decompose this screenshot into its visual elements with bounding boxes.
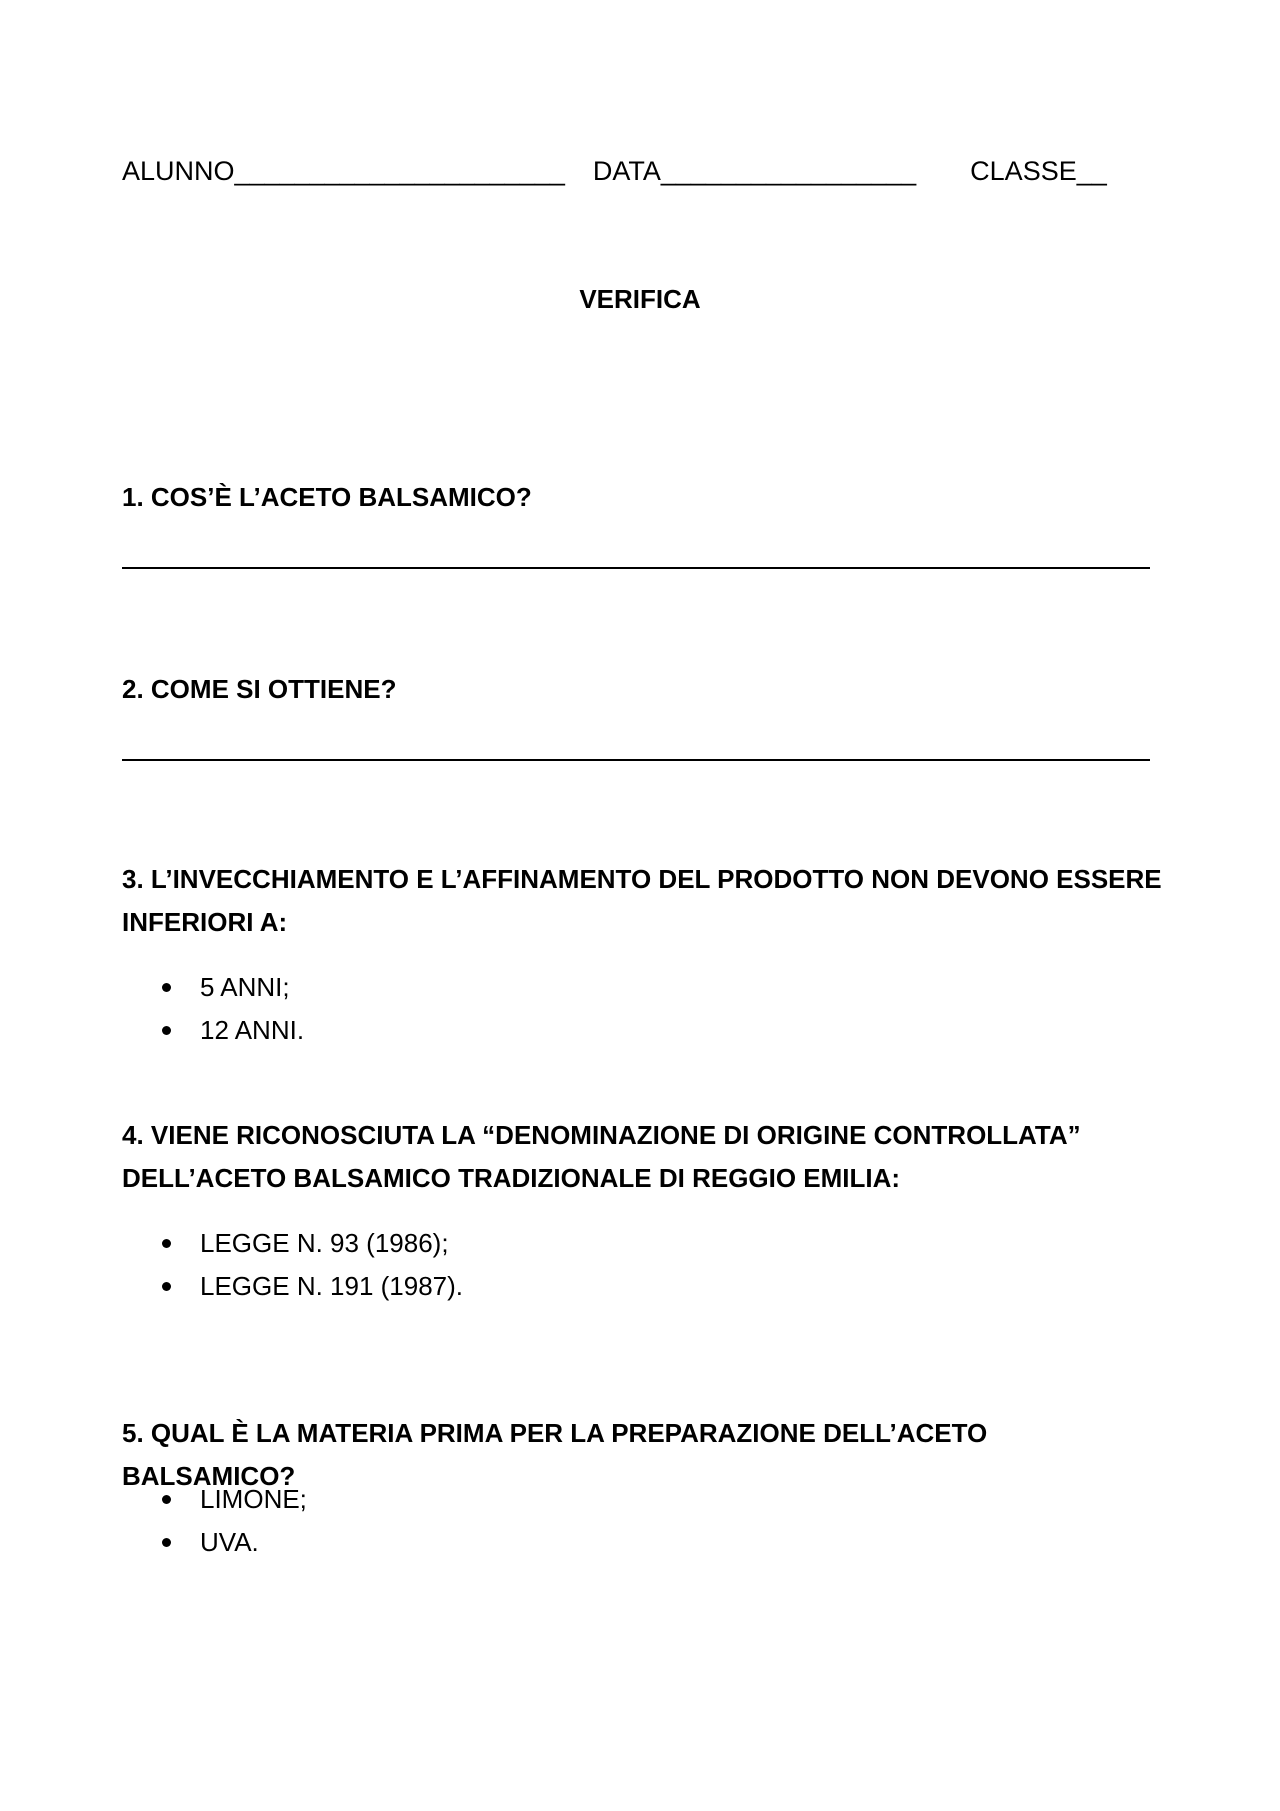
- bullet-icon: [162, 1282, 171, 1291]
- question-3: [122, 858, 1162, 944]
- bullet-icon: [162, 1495, 171, 1504]
- bullet-icon: [162, 1239, 171, 1248]
- option-item[interactable]: 12 ANNI.: [122, 1009, 304, 1052]
- option-item[interactable]: LIMONE;: [122, 1478, 307, 1521]
- option-item[interactable]: LEGGE N. 191 (1987).: [122, 1265, 463, 1308]
- answer-line-1[interactable]: [122, 567, 1150, 569]
- question-4-line-2: DELL’ACETO BALSAMICO TRADIZIONALE DI REGGIO EMILIA:: [122, 1163, 901, 1193]
- bullet-icon: [162, 1538, 171, 1547]
- option-item[interactable]: 5 ANNI;: [122, 966, 304, 1009]
- option-item[interactable]: LEGGE N. 93 (1986);: [122, 1222, 463, 1265]
- date-field[interactable]: DATA_________________: [592, 156, 917, 186]
- bullet-icon: [162, 1026, 171, 1035]
- question-3-line-2: INFERIORI A:: [122, 907, 288, 937]
- question-1: 1. COS’È L’ACETO BALSAMICO?: [122, 482, 532, 512]
- bullet-icon: [162, 983, 171, 992]
- question-2: 2. COME SI OTTIENE?: [122, 674, 397, 704]
- option-item[interactable]: UVA.: [122, 1521, 307, 1564]
- question-5-options: [122, 1478, 307, 1564]
- question-4: [122, 1114, 1162, 1200]
- student-name-field[interactable]: ALUNNO______________________: [122, 156, 565, 186]
- question-4-line-1: 4. VIENE RICONOSCIUTA LA “DENOMINAZIONE DI ORIGINE CONTROLLATA”: [122, 1120, 1081, 1150]
- question-4-options: [122, 1222, 463, 1308]
- question-3-line-1: 3. L’INVECCHIAMENTO E L’AFFINAMENTO DEL PRODOTTO NON DEVONO ESSERE: [122, 864, 1162, 894]
- page-title: VERIFICA: [579, 284, 701, 314]
- question-5: 5. QUAL È LA MATERIA PRIMA PER LA PREPARAZIONE DELL’ACETO BALSAMICO?: [122, 1418, 988, 1491]
- question-3-options: [122, 966, 304, 1052]
- answer-line-2[interactable]: [122, 759, 1150, 761]
- class-field[interactable]: CLASSE__: [970, 156, 1107, 186]
- student-info-header: [122, 156, 1107, 187]
